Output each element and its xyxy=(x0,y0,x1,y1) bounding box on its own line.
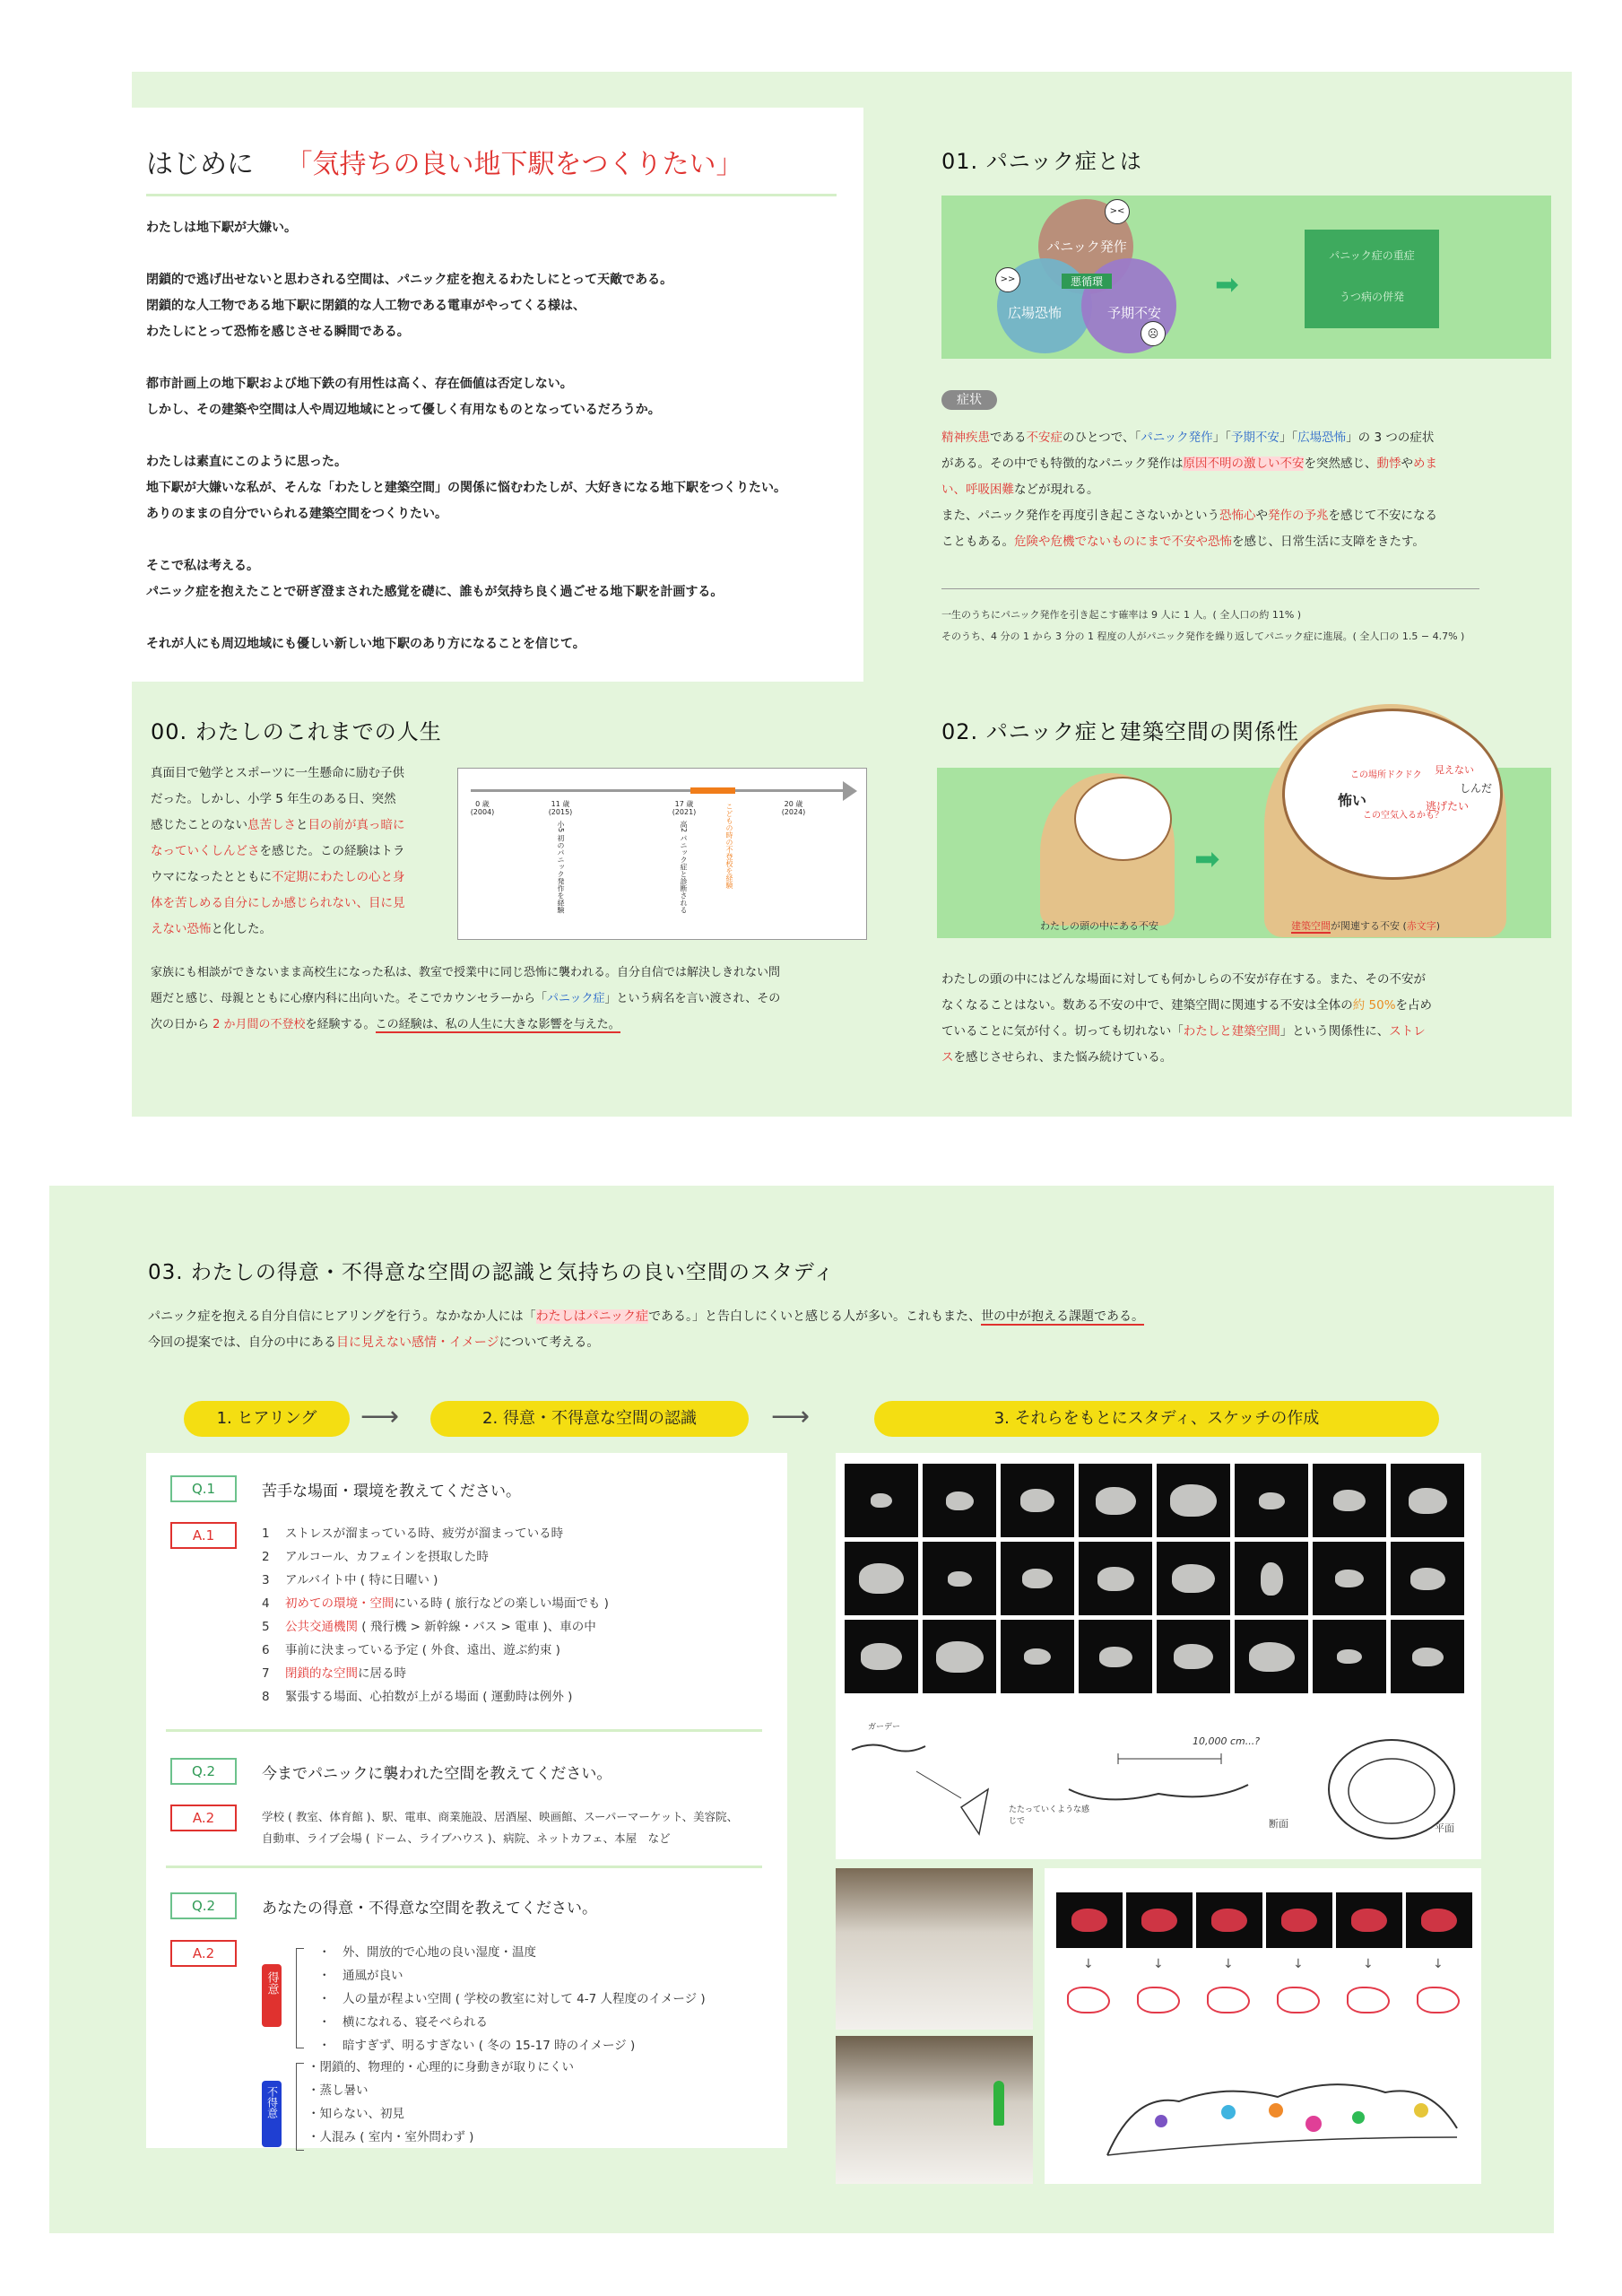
down-arrow-icon: ↓ xyxy=(1363,1957,1374,1971)
model-shape xyxy=(1335,1570,1364,1587)
model-shape xyxy=(1020,1489,1054,1512)
brain-small xyxy=(1074,777,1172,861)
q3-text: あなたの得意・不得意な空間を教えてください。 xyxy=(262,1900,597,1918)
face-icon-right: ☹ xyxy=(1141,321,1166,346)
model-photo-tile xyxy=(1313,1542,1386,1615)
tokui-badge: 得意 xyxy=(262,1964,282,2027)
intro-title-quote: 「気持ちの良い地下駅をつくりたい」 xyxy=(285,149,743,180)
tick-20: 20 歳 (2024) xyxy=(781,800,806,816)
a1-list-item: 8 緊張する場面、心拍数が上がる場面 ( 運動時は例外 ) xyxy=(262,1690,573,1704)
brain-word-kotoba: この場所ドクドク xyxy=(1350,770,1422,780)
model-photo-tile xyxy=(1313,1620,1386,1693)
model-photo-tile xyxy=(923,1542,996,1615)
timeline-arrowhead xyxy=(843,781,857,801)
model-photo-tile xyxy=(1313,1464,1386,1537)
q1-label: Q.1 xyxy=(170,1475,237,1502)
model-shape xyxy=(1337,1649,1362,1664)
sketch-label-2: たたっていくような感じで xyxy=(1009,1805,1090,1826)
model-shape xyxy=(1249,1642,1295,1672)
sketch-section xyxy=(1069,1785,1248,1799)
face-icon-top: >< xyxy=(1105,199,1130,224)
s02-body: わたしの頭の中にはどんな場面に対しても何かしらの不安が存在する。また、その不安が なくなることはない。数ある不安の中で、建築空間に関連する不安は全体の約 50%を占め ていることに気が付く。切っても切れない「わたしと建築空間」という関係性に、ストレ スを感じさせられ、また悩み続けている。 xyxy=(941,972,1433,1065)
good-list-item: ・ 外、開放的で心地の良い湿度・温度 xyxy=(318,1945,536,1960)
brain-word-sagurai: この空気入るかも？ xyxy=(1363,811,1444,821)
good-list-item: ・ 通風が良い xyxy=(318,1969,403,1983)
model-photo-tile xyxy=(845,1542,918,1615)
model-shape xyxy=(1174,1644,1213,1669)
a1-label: A.1 xyxy=(170,1522,237,1549)
timeline-axis xyxy=(471,789,847,792)
a2-label: A.2 xyxy=(170,1805,237,1831)
q2-label: Q.2 xyxy=(170,1758,237,1785)
q2-text: 今までパニックに襲われた空間を教えてください。 xyxy=(262,1765,612,1783)
model-shape xyxy=(1409,1488,1447,1514)
intro-title-prefix: はじめに xyxy=(146,149,254,180)
intro-p2a: 閉鎖的で逃げ出せないと思わされる空間は、パニック症を抱えるわたしにとって天敵である。 xyxy=(146,273,673,287)
model-photo-tile xyxy=(1001,1542,1074,1615)
s01-title: 01. パニック症とは xyxy=(941,149,1142,174)
futokui-badge: 不得意 xyxy=(262,2081,282,2147)
a1-list-item: 4 初めての環境・空間にいる時 ( 旅行などの楽しい場面でも ) xyxy=(262,1596,609,1611)
model-shape xyxy=(1170,1484,1217,1517)
bad-list-item: ・人混み ( 室内・室外問わず ) xyxy=(308,2130,474,2144)
s00-title: 00. わたしのこれまでの人生 xyxy=(151,719,442,744)
sketch-tube xyxy=(852,1744,925,1751)
s01-stats xyxy=(941,604,1515,648)
model-photo-tile xyxy=(1391,1620,1464,1693)
model-shape xyxy=(1410,1568,1445,1590)
tick-0: 0 歳 (2004) xyxy=(470,800,495,816)
step-arrow-1-icon: ⟶ xyxy=(360,1401,400,1432)
result-box xyxy=(1305,230,1439,328)
model-photo-tile xyxy=(923,1464,996,1537)
sketch-dim xyxy=(1118,1753,1221,1764)
model-shape xyxy=(871,1493,892,1508)
stat-1: 一生のうちにパニック発作を引き起こす確率は 9 人に 1 人。( 全人口の約 11% ) xyxy=(941,609,1302,621)
model-shape xyxy=(948,1571,972,1587)
model-shape xyxy=(936,1641,984,1673)
model-shape xyxy=(1333,1490,1366,1511)
q1-text: 苦手な場面・環境を教えてください。 xyxy=(262,1483,521,1500)
model-photo-tile xyxy=(1157,1620,1230,1693)
good-list xyxy=(318,1941,785,2057)
s01-divider xyxy=(941,588,1479,589)
model-shape xyxy=(1259,1492,1285,1509)
intro-rule xyxy=(146,194,837,196)
s00-story: 真面目で勉学とスポーツに一生懸命に励む子供 だった。しかし、小学 5 年生のある日、突然 感じたことのない息苦しさと目の前が真っ暗に なっていくしんどさを感じた。この経験はトラ ウマになったとともに不定期にわたしの心と身 体を苦しめる自分にしか感じられない、目に見 えない恐怖と化した。 xyxy=(151,766,405,936)
a1-list xyxy=(262,1522,764,1709)
model-photo-tile xyxy=(1079,1620,1152,1693)
good-list-item: ・ 横になれる、寝そべられる xyxy=(318,2015,488,2030)
s01-body: 精神疾患である不安症のひとつで、「パニック発作」「予期不安」「広場恐怖」の 3 つの症状 がある。その中でも特徴的なパニック発作は原因不明の激しい不安を突然感じ、動悸やめま い、呼吸困難などが現れる。 また、パニック発作を再度引き起こさないかという恐怖心や発作の予兆を感じて不安になる こともある。危険や危機でないものにまで不安や恐怖を感じ、日常生活に支障をきたす。 xyxy=(941,430,1437,549)
intro-p1: わたしは地下駅が大嫌い。 xyxy=(146,221,297,235)
step-arrow-2-icon: ⟶ xyxy=(771,1401,811,1432)
vicious-cycle-label: 悪循環 xyxy=(1062,274,1112,289)
brain-word-mienai: 見えない xyxy=(1435,764,1474,776)
a1-list-item: 5 公共交通機関 ( 飛行機 > 新幹線・バス > 電車 )、車の中 xyxy=(262,1620,596,1634)
event-2: 高2 パニック症と診断される xyxy=(680,821,688,914)
model-photo-tile xyxy=(1235,1620,1308,1693)
sketch-label-1: ガーデー xyxy=(868,1723,901,1732)
model-photo-tile xyxy=(845,1464,918,1537)
symptom-badge: 症状 xyxy=(941,390,997,410)
down-arrow-icon: ↓ xyxy=(1433,1957,1444,1971)
q3-label: Q.2 xyxy=(170,1892,237,1919)
down-arrow-icon: ↓ xyxy=(1223,1957,1234,1971)
good-list-item: ・ 人の量が程よい空間 ( 学校の教室に対して 4-7 人程度のイメージ ) xyxy=(318,1992,706,2006)
model-shape xyxy=(1172,1564,1215,1593)
intro-p2c: わたしにとって恐怖を感じさせる瞬間である。 xyxy=(146,325,410,339)
model-shape xyxy=(1096,1487,1136,1515)
model-shape xyxy=(861,1643,902,1670)
s03-intro: パニック症を抱える自分自信にヒアリングを行う。なかなか人には「わたしはパニック症である。」と告白しにくいと感じる人が多い。これもまた、世の中が抱える課題である。 今回の提案では、自分の中にある目に見えない感情・イメージについて考える。 xyxy=(148,1309,1145,1350)
model-shape xyxy=(1024,1648,1051,1665)
step-3-pill: 3. それらをもとにスタディ、スケッチの作成 xyxy=(874,1401,1439,1437)
s00-body: 家族にも相談ができないまま高校生になった私は、教室で授業中に同じ恐怖に襲われる。自分自信では解決しきれない問 題だと感じ、母親とともに心療内科に出向いた。そこでカウンセラーから「パニック症」という病名を言い渡され、その 次の日から 2 か月間の不登校を経験する。この経験は、私の人生に大きな影響を与えた。 xyxy=(151,966,781,1031)
model-shape xyxy=(1099,1647,1132,1667)
brain-word-kowai: 怖い xyxy=(1338,792,1367,809)
model-shape xyxy=(946,1492,974,1510)
a1-list-item: 1 ストレスが溜まっている時、疲労が溜まっている時 xyxy=(262,1526,564,1541)
model-photo-tile xyxy=(845,1620,918,1693)
s02-caption-right: 建築空間が関連する不安 (赤文字) xyxy=(1291,920,1441,932)
cave-photo-1 xyxy=(836,1868,1033,2030)
timeline-highlight xyxy=(690,787,735,794)
bad-list xyxy=(308,2056,774,2149)
event-3: こどもの時の不登校を経験 xyxy=(725,803,733,889)
result-line-1: パニック症の重症 xyxy=(1329,249,1415,262)
bad-list-item: ・蒸し暑い xyxy=(308,2083,369,2098)
a3-label: A.2 xyxy=(170,1940,237,1967)
human-figure-icon xyxy=(993,2081,1004,2126)
s02-caption-left: わたしの頭の中にある不安 xyxy=(1040,920,1158,932)
result-line-2: うつ病の併発 xyxy=(1339,291,1404,303)
model-photo-tile xyxy=(1235,1542,1308,1615)
brain-word-nigetai: 逃げたい xyxy=(1426,800,1470,813)
circle-top-label: パニック発作 xyxy=(1046,239,1127,255)
intro-body xyxy=(146,215,846,657)
step-2-pill: 2. 得意・不得意な空間の認識 xyxy=(430,1401,749,1437)
model-photo-tile xyxy=(1391,1542,1464,1615)
arrow-right-icon-2: ➡ xyxy=(1194,841,1220,877)
a1-list-item: 7 閉鎖的な空間に居る時 xyxy=(262,1666,406,1681)
circle-right-label: 予期不安 xyxy=(1106,305,1161,321)
a1-list-item: 3 アルバイト中 ( 特に日曜い ) xyxy=(262,1573,438,1587)
model-shape xyxy=(859,1563,904,1594)
model-shape xyxy=(1022,1569,1053,1588)
s02-title: 02. パニック症と建築空間の関係性 xyxy=(941,719,1299,744)
model-photo-tile xyxy=(1001,1620,1074,1693)
brain-word-shinda: しんだ xyxy=(1460,782,1493,795)
model-photo-tile xyxy=(1079,1464,1152,1537)
good-list-item: ・ 暗すぎず、明るすぎない ( 冬の 15-17 時のイメージ ) xyxy=(318,2039,636,2053)
tick-17: 17 歳 (2021) xyxy=(672,800,697,816)
intro-p2b: 閉鎖的な人工物である地下駅に閉鎖的な人工物である電車がやってくる様は、 xyxy=(146,299,585,313)
sketch-arrow xyxy=(916,1771,961,1798)
model-shape xyxy=(1261,1562,1283,1596)
intro-p4a: わたしは素直にこのように思った。 xyxy=(146,455,347,469)
sketch-drawing xyxy=(836,1709,1481,1859)
qa-divider-2 xyxy=(166,1866,762,1868)
a2-text: 学校 ( 教室、体育館 )、駅、電車、商業施設、居酒屋、映画館、スーパーマーケット、美容院、 自動車、ライブ会場 ( ドーム、ライブハウス )、病院、ネットカフェ、本屋 など xyxy=(262,1810,739,1845)
step-1-pill: 1. ヒアリング xyxy=(184,1401,350,1437)
intro-p5b: パニック症を抱えたことで研ぎ澄まされた感覚を礎に、誰もが気持ち良く過ごせる地下駅を計画する。 xyxy=(146,585,724,599)
down-arrow-icon: ↓ xyxy=(1293,1957,1304,1971)
down-arrow-icon: ↓ xyxy=(1153,1957,1164,1971)
intro-p4b: 地下駅が大嫌いな私が、そんな「わたしと建築空間」の関係に悩むわたしが、大好きになる地下駅をつくりたい。 xyxy=(146,481,786,495)
face-icon-left: >> xyxy=(995,267,1020,292)
stat-2: そのうち、4 分の 1 から 3 分の 1 程度の人がパニック発作を繰り返してパニック症に進展。( 全人口の 1.5 − 4.7% ) xyxy=(941,631,1465,642)
sketch-fold xyxy=(961,1789,988,1834)
intro-p4c: ありのままの自分でいられる建築空間をつくりたい。 xyxy=(146,507,447,521)
model-shape xyxy=(1412,1648,1444,1666)
model-shape xyxy=(1097,1567,1134,1591)
sketch-label-3: 10,000 cm...? xyxy=(1193,1735,1261,1747)
model-photo-tile xyxy=(1157,1464,1230,1537)
intro-title xyxy=(146,142,743,181)
intro-p3a: 都市計画上の地下駅および地下鉄の有用性は高く、存在価値は否定しない。 xyxy=(146,377,573,391)
bad-list-item: ・知らない、初見 xyxy=(308,2107,404,2121)
tokui-bracket xyxy=(296,1948,304,2048)
model-photo-tile xyxy=(923,1620,996,1693)
arrow-right-icon: ➡ xyxy=(1215,267,1239,301)
sketch-plan-inner xyxy=(1349,1759,1435,1823)
model-photo-tile xyxy=(1391,1464,1464,1537)
qa-divider-1 xyxy=(166,1729,762,1732)
bad-list-item: ・閉鎖的、物理的・心理的に身動きが取りにくい xyxy=(308,2060,574,2074)
a1-list-item: 6 事前に決まっている予定 ( 外食、遠出、遊ぶ約束 ) xyxy=(262,1643,560,1657)
red-sketch-drawing xyxy=(1045,1868,1481,2184)
futokui-bracket xyxy=(296,2063,304,2151)
model-photo-tile xyxy=(1235,1464,1308,1537)
s03-title: 03. わたしの得意・不得意な空間の認識と気持ちの良い空間のスタディ xyxy=(148,1261,836,1284)
sketch-label-4: 断面 xyxy=(1269,1818,1288,1830)
circle-left-label: 広場恐怖 xyxy=(1007,305,1062,321)
down-arrow-icon: ↓ xyxy=(1083,1957,1094,1971)
intro-p3b: しかし、その建築や空間は人や周辺地域にとって優しく有用なものとなっているだろうか。 xyxy=(146,403,661,417)
tick-11: 11 歳 (2015) xyxy=(548,800,573,816)
model-photo-tile xyxy=(1079,1542,1152,1615)
event-1: 小5 初のパニック発作を経験 xyxy=(557,821,565,914)
intro-p5a: そこで私は考える。 xyxy=(146,559,259,573)
model-photo-tile xyxy=(1001,1464,1074,1537)
red-sketch-base xyxy=(1107,2137,1457,2155)
intro-p6: それが人にも周辺地域にも優しい新しい地下駅のあり方になることを信じて。 xyxy=(146,637,585,651)
a1-list-item: 2 アルコール、カフェインを摂取した時 xyxy=(262,1550,489,1564)
model-photo-tile xyxy=(1157,1542,1230,1615)
timeline-card xyxy=(457,768,867,940)
sketch-label-5: 平面 xyxy=(1435,1822,1454,1834)
